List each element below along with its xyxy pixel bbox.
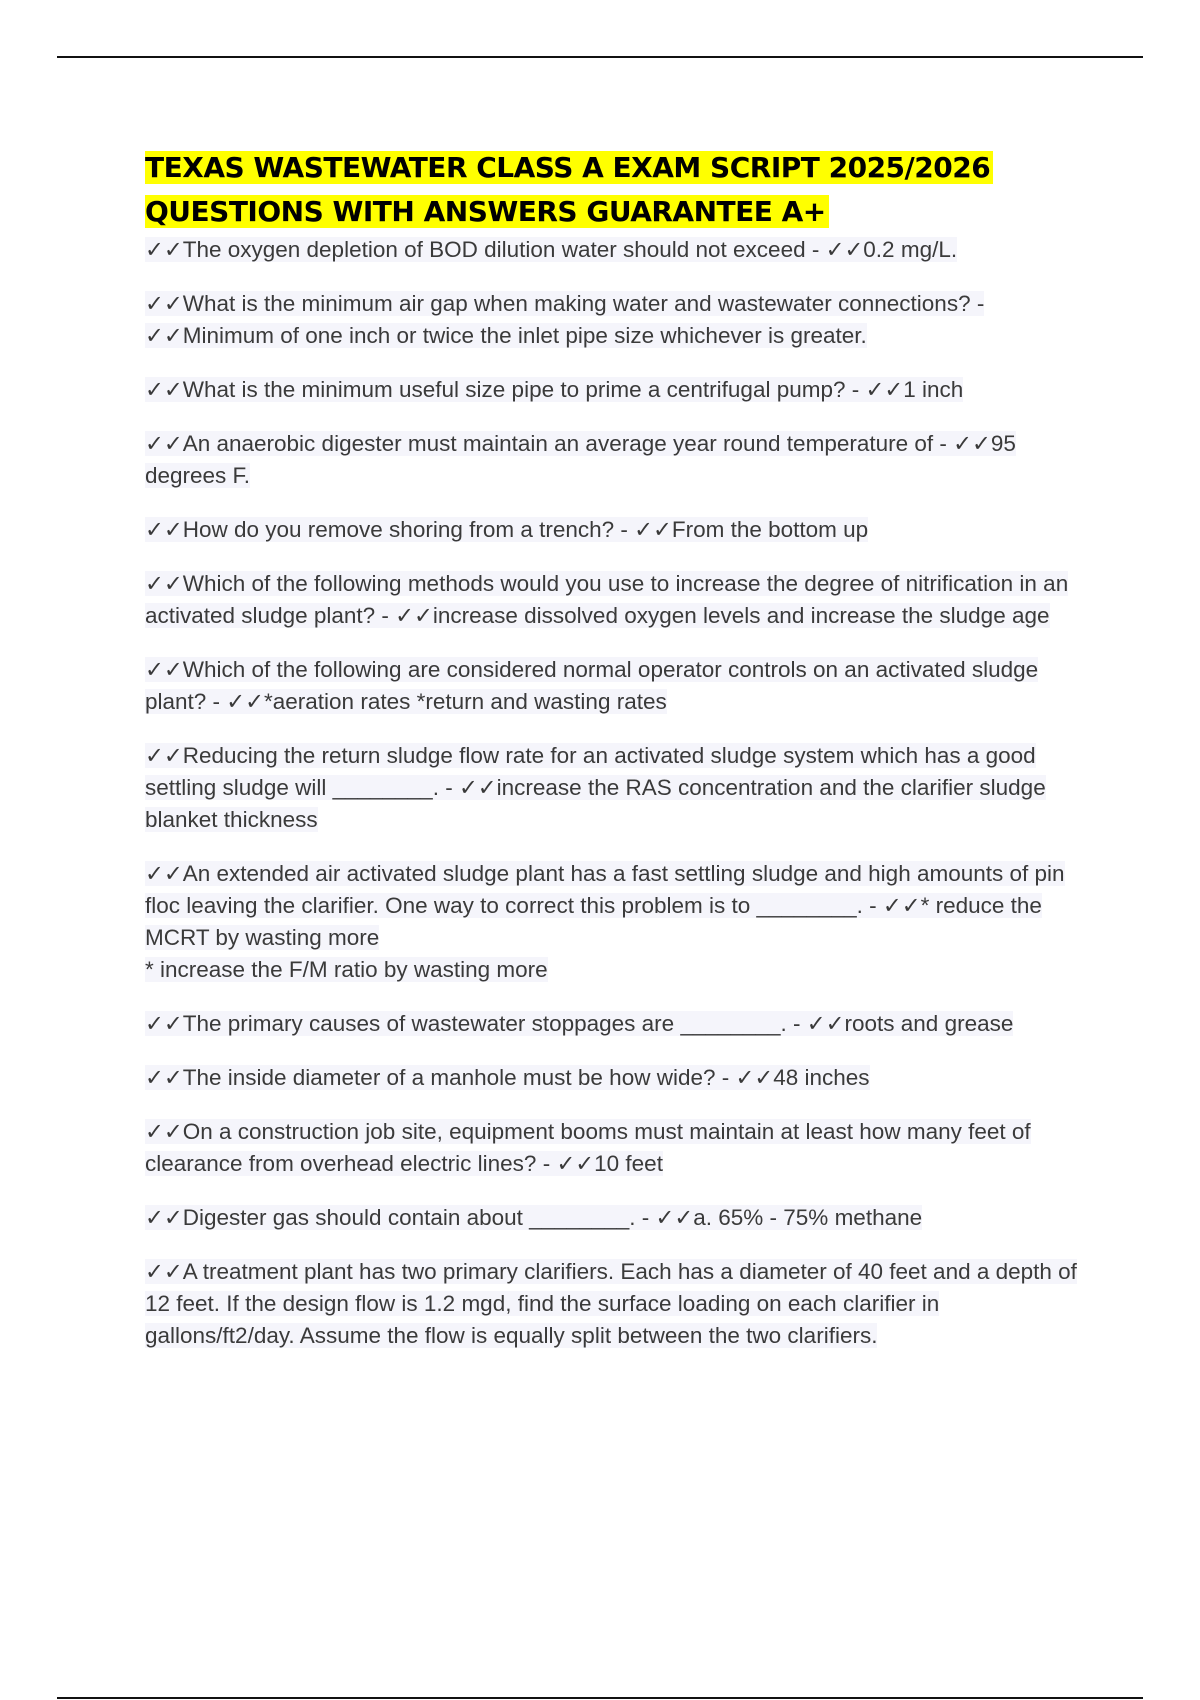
qa-item <box>145 568 1085 632</box>
qa-text: ✓✓How do you remove shoring from a trench? - ✓✓From the bottom up <box>145 517 869 542</box>
qa-text: ✓✓The oxygen depletion of BOD dilution water should not exceed - ✓✓0.2 mg/L. <box>145 237 958 262</box>
qa-item <box>145 288 1085 352</box>
qa-text: ✓✓On a construction job site, equipment booms must maintain at least how many feet of clearance from overhead electric lines? - ✓✓10 feet <box>145 1119 1031 1176</box>
title-line-2: QUESTIONS WITH ANSWERS GUARANTEE A+ <box>145 195 829 228</box>
bottom-divider <box>57 1697 1143 1699</box>
title-line-1: TEXAS WASTEWATER CLASS A EXAM SCRIPT 2025/2026 <box>145 151 993 184</box>
qa-text: ✓✓An extended air activated sludge plant has a fast settling sludge and high amounts of pin floc leaving the clarifier. One way to correct this problem is to ________. - ✓✓* reduce the MCRT by wasting more * increase the F/M ratio by wasting more <box>145 861 1065 982</box>
document-body <box>145 146 1085 1374</box>
qa-item <box>145 428 1085 492</box>
qa-item <box>145 234 1085 266</box>
qa-text: ✓✓The primary causes of wastewater stoppages are ________. - ✓✓roots and grease <box>145 1011 1014 1036</box>
qa-item <box>145 654 1085 718</box>
qa-item <box>145 1008 1085 1040</box>
qa-item <box>145 1202 1085 1234</box>
qa-text: ✓✓Digester gas should contain about ________. - ✓✓a. 65% - 75% methane <box>145 1205 923 1230</box>
qa-item <box>145 858 1085 986</box>
qa-text: ✓✓Reducing the return sludge flow rate for an activated sludge system which has a good settling sludge will ________. - ✓✓increase the RAS concentration and the clarifier sludge blanket thickness <box>145 743 1046 832</box>
qa-list <box>145 234 1085 1352</box>
qa-item <box>145 514 1085 546</box>
top-divider <box>57 56 1143 58</box>
qa-item <box>145 1062 1085 1094</box>
qa-text: ✓✓What is the minimum useful size pipe to prime a centrifugal pump? - ✓✓1 inch <box>145 377 964 402</box>
qa-item <box>145 740 1085 836</box>
qa-text: ✓✓What is the minimum air gap when making water and wastewater connections? - ✓✓Minimum of one inch or twice the inlet pipe size whichever is greater. <box>145 291 985 348</box>
document-title <box>145 146 1085 234</box>
qa-text: ✓✓Which of the following methods would you use to increase the degree of nitrification in an activated sludge plant? - ✓✓increase dissolved oxygen levels and increase the sludge age <box>145 571 1069 628</box>
qa-item <box>145 1116 1085 1180</box>
qa-text: ✓✓A treatment plant has two primary clarifiers. Each has a diameter of 40 feet and a depth of 12 feet. If the design flow is 1.2 mgd, find the surface loading on each clarifier in gallons/ft2/day. Assume the flow is equally split between the two clarifiers. <box>145 1259 1077 1348</box>
qa-text: ✓✓An anaerobic digester must maintain an average year round temperature of - ✓✓95 degrees F. <box>145 431 1016 488</box>
qa-item <box>145 1256 1085 1352</box>
qa-item <box>145 374 1085 406</box>
qa-text: ✓✓Which of the following are considered normal operator controls on an activated sludge plant? - ✓✓*aeration rates *return and wasting rates <box>145 657 1039 714</box>
qa-text: ✓✓The inside diameter of a manhole must be how wide? - ✓✓48 inches <box>145 1065 870 1090</box>
